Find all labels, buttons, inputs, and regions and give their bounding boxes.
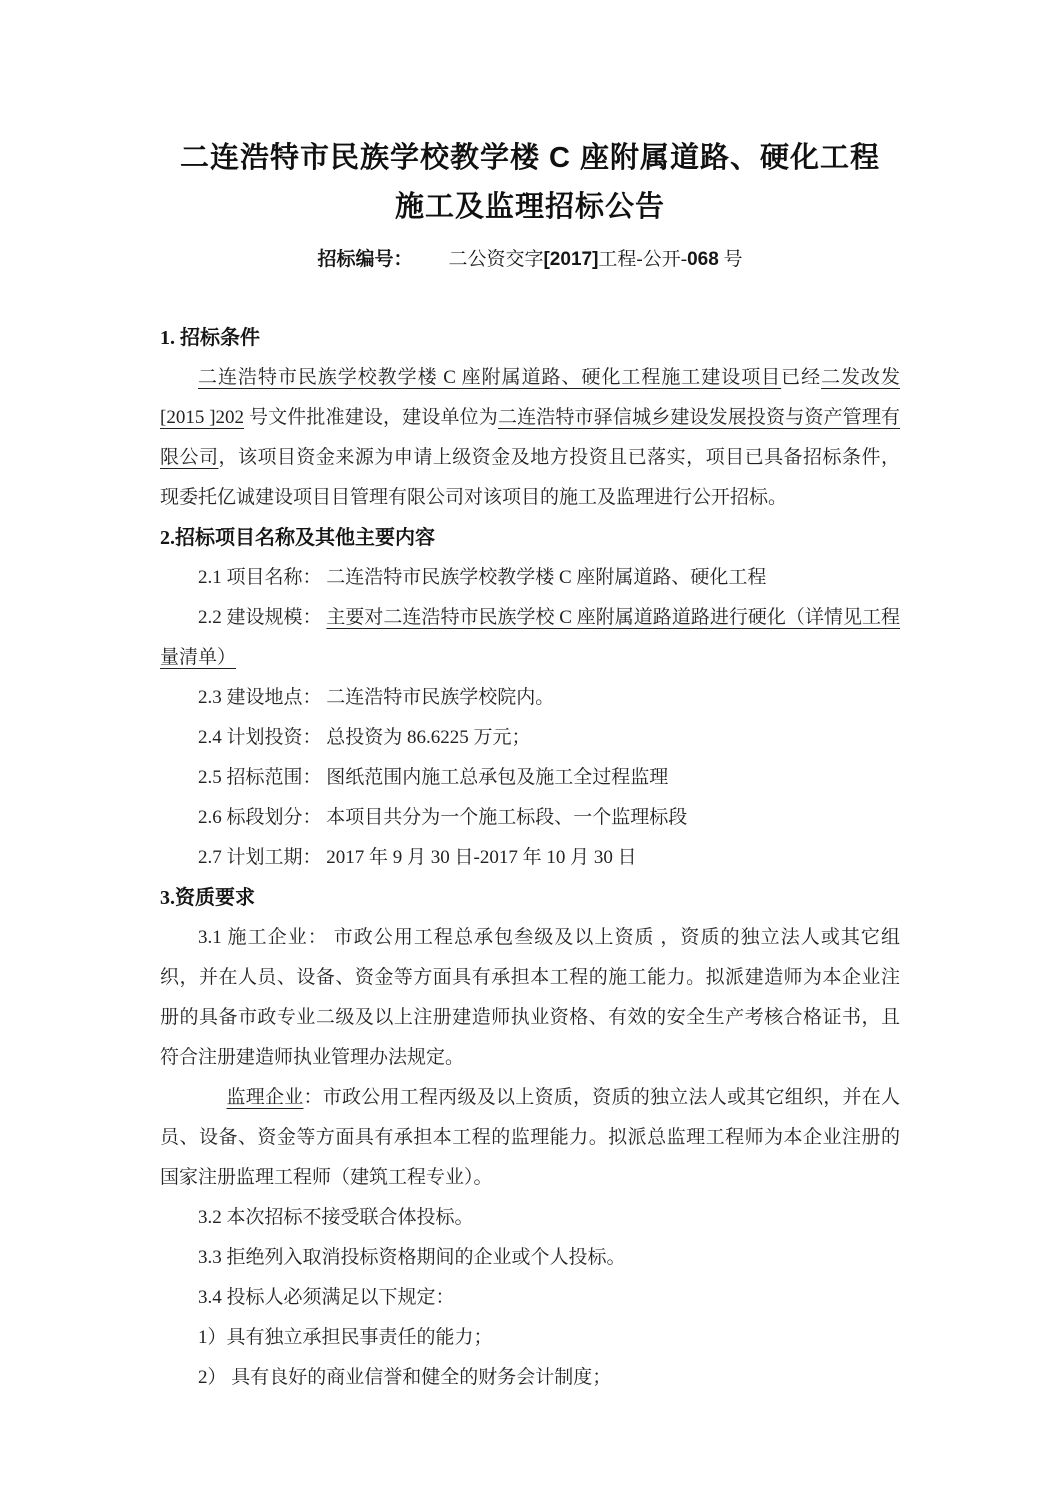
item-3-3-rejection: 3.3 拒绝列入取消投标资格期间的企业或个人投标。: [198, 1247, 626, 1268]
item-2-6-sections: 2.6 标段划分： 本项目共分为一个施工标段、一个监理标段: [198, 807, 688, 828]
document-page: [160, 0, 900, 1398]
bid-number-part1: 二公资交字: [448, 249, 544, 270]
plain-segment: ：市政公用工程丙级及以上资质，资质的独立法人或其它组织，并在人员、设备、资金等方面具有承担本工程的监理能力。拟派总监理工程师为本企业注册的国家注册监理工程师（建筑工程专业）。: [160, 1087, 900, 1188]
item-3-2-no-consortium: 3.2 本次招标不接受联合体投标。: [198, 1207, 474, 1228]
item-2-2-label: 2.2 建设规模：: [198, 607, 327, 628]
bid-number-part2: 工程-公开-: [598, 249, 688, 270]
bid-number-line: [160, 240, 900, 280]
bid-number-year: [2017]: [543, 249, 599, 270]
item-2-7-schedule: 2.7 计划工期： 2017 年 9 月 30 日-2017 年 10 月 30 日: [198, 847, 637, 868]
underlined-segment-approval-doc: 二发改发 [2015 ]202: [160, 367, 900, 428]
underlined-segment-project: 二连浩特市民族学校教学楼 C 座附属道路、硬化工程施工建设项目: [198, 367, 782, 388]
item-2-5-scope: 2.5 招标范围： 图纸范围内施工总承包及施工全过程监理: [198, 767, 669, 788]
document-title-line2: 施工及监理招标公告: [394, 191, 665, 223]
item-2-1-project-name: 2.1 项目名称： 二连浩特市民族学校教学楼 C 座附属道路、硬化工程: [198, 567, 767, 588]
section-1-paragraph: [160, 358, 900, 518]
plain-segment: ，该项目资金来源为申请上级资金及地方投资且已落实，项目已具备招标条件，现委托亿诚建设项目目管理有限公司对该项目的施工及监理进行公开招标。: [160, 447, 900, 508]
underlined-segment-supervisor: 监理企业: [226, 1087, 304, 1108]
bid-number-num: 068: [687, 249, 719, 270]
item-3-4-bidder-requirements: 3.4 投标人必须满足以下规定：: [198, 1287, 455, 1308]
bid-number-suffix: 号: [718, 249, 743, 270]
para-supervision-qualification: [160, 1078, 900, 1198]
para-3-1-contractor-qualification: 3.1 施工企业： 市政公用工程总承包叁级及以上资质 ，资质的独立法人或其它组织，并在人员、设备、资金等方面具有承担本工程的施工能力。拟派建造师为本企业注册的具备市政专业二级及以上注册建造师执业资格、有效的安全生产考核合格证书，且符合注册建造师执业管理办法规定。: [160, 927, 900, 1068]
section-1-heading: 1. 招标条件: [160, 327, 260, 349]
item-3-4-rule-1: 1）具有独立承担民事责任的能力；: [198, 1327, 493, 1348]
item-3-4-rule-2: 2） 具有良好的商业信誉和健全的财务会计制度；: [198, 1367, 612, 1388]
item-2-2-construction-scale: [160, 598, 900, 678]
section-2-heading: 2.招标项目名称及其他主要内容: [160, 527, 435, 549]
plain-segment: 已经: [781, 367, 822, 388]
item-2-4-investment: 2.4 计划投资： 总投资为 86.6225 万元；: [198, 727, 531, 748]
underlined-segment-owner-company: 二连浩特市驿信城乡建设发展投资与资产管理有限公司: [160, 407, 900, 468]
bid-number-label: 招标编号：: [317, 249, 413, 270]
section-3-heading: 3.资质要求: [160, 887, 255, 909]
underlined-segment-scale: 主要对二连浩特市民族学校 C 座附属道路道路进行硬化（详情见工程量清单）: [160, 607, 900, 668]
document-title-line1: 二连浩特市民族学校教学楼 C 座附属道路、硬化工程: [179, 142, 881, 174]
plain-segment: 号文件批准建设，建设单位为: [244, 407, 498, 428]
item-2-3-location: 2.3 建设地点： 二连浩特市民族学校院内。: [198, 687, 555, 708]
